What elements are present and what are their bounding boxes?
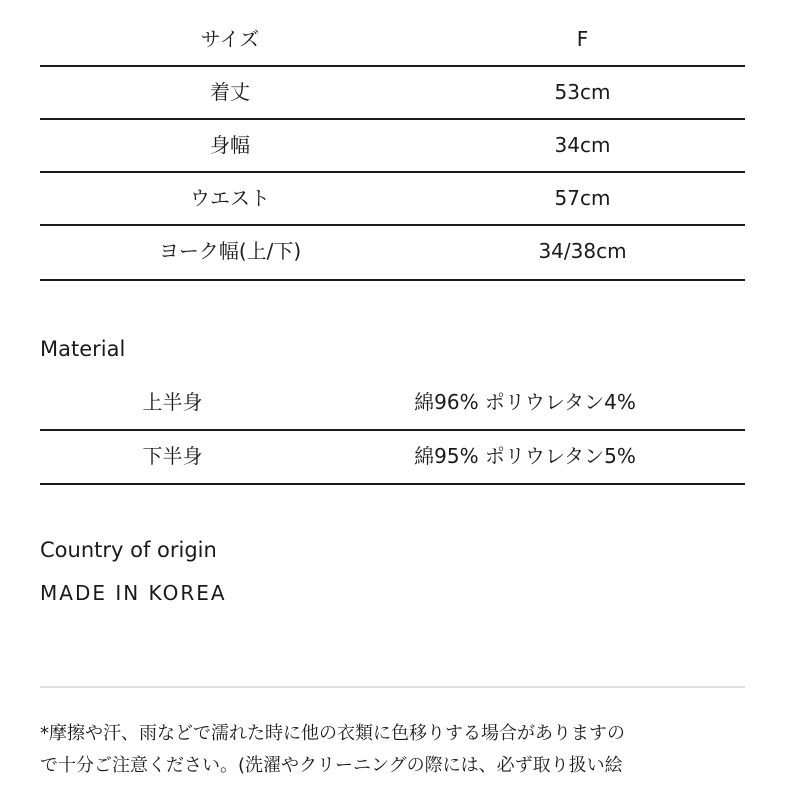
upper-body-value: 綿96% ポリウレタン4% [414, 390, 636, 414]
divider [40, 686, 745, 688]
table-row [40, 67, 745, 120]
upper-body-label: 上半身 [142, 390, 203, 414]
size-table [40, 14, 745, 281]
table-row [40, 173, 745, 226]
lower-body-value: 綿95% ポリウレタン5% [414, 444, 636, 468]
size-value: F [576, 27, 589, 51]
care-note-line: で十分ご注意ください。(洗濯やクリーニングの際には、必ず取り扱い絵 [40, 755, 623, 776]
yoke-width-value: 34/38cm [538, 239, 627, 263]
origin-heading: Country of origin [40, 538, 217, 562]
lower-body-label: 下半身 [142, 444, 203, 468]
material-heading: Material [40, 337, 126, 361]
length-label: 着丈 [210, 80, 250, 104]
length-value: 53cm [554, 80, 611, 104]
care-note-line: *摩擦や汗、雨などで濡れた時に他の衣類に色移りする場合がありますの [40, 723, 625, 744]
table-row [40, 14, 745, 67]
table-row [40, 120, 745, 173]
table-row [40, 431, 745, 485]
size-label: サイズ [200, 27, 260, 51]
table-row [40, 377, 745, 431]
origin-value: MADE IN KOREA [40, 581, 227, 605]
width-label: 身幅 [210, 133, 250, 157]
waist-value: 57cm [554, 186, 611, 210]
care-note [40, 718, 745, 782]
waist-label: ウエスト [190, 186, 270, 210]
table-row [40, 226, 745, 281]
width-value: 34cm [554, 133, 611, 157]
material-table [40, 377, 745, 485]
yoke-width-label: ヨーク幅(上/下) [158, 239, 302, 263]
